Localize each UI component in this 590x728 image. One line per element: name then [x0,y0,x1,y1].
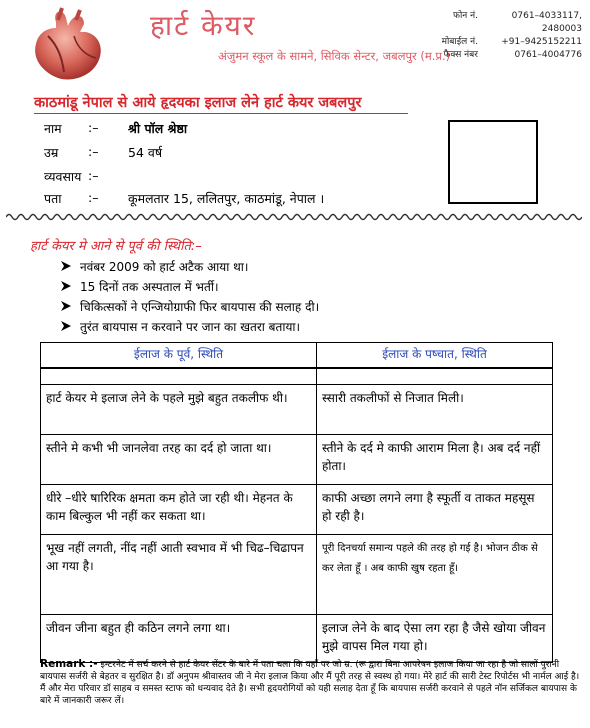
list-item [60,316,319,336]
header-before: ईलाज के पूर्व, स्थिति [41,343,317,369]
condition-title: हार्ट केयर मे आने से पूर्व की स्थिति:– [30,239,202,254]
patient-address-row [44,190,324,207]
remark-label: Remark :- [40,658,98,670]
contact-fax [416,49,582,62]
separator: :– [88,144,99,159]
arrow-right-icon [60,300,72,312]
condition-text: चिकित्सकों ने एन्जियोग्राफी फिर बायपास की सलाह दी। [80,299,320,314]
contact-label: फोन नं. [453,11,478,21]
cell-after: स्सारी तकलीफों से निजात मिली। [317,385,553,435]
condition-text: तुरंत बायपास न करवाने पर जान का खतरा बताया। [80,319,301,334]
contact-mobile [416,36,582,49]
address-label: पता [44,191,62,206]
heart-logo-icon [18,6,118,84]
table-row [41,485,553,535]
patient-name-row [44,120,187,137]
separator: :– [88,168,99,183]
contact-value: 0761–4004776 [514,50,582,60]
comparison-table [40,342,553,663]
table-row [41,435,553,485]
cell-before: भूख नहीं लगती, नींद नहीं आती स्वभाव में भी चिढ–चिढापन आ गया है। [41,535,317,615]
cell-after: पूरी दिनचर्या समान्य पहले की तरह हो गई है। भोजन ठीक से कर लेता हूँ । अब काफी खुष रहता हूँ। [317,535,553,615]
age-label: उम्र [44,145,59,160]
contact-phone [416,10,582,36]
cell-before: हार्ट केयर मे इलाज लेने के पहले मुझे बहुत तकलीफ थी। [41,385,317,435]
separator: :– [88,190,99,205]
contact-value: 0761–4033117, 2480003 [511,11,582,34]
cell-after: काफी अच्छा लगने लगा है स्फूर्ती व ताकत महसूस हो रही है। [317,485,553,535]
heading-underline [34,113,408,114]
table-row [41,535,553,615]
condition-list [60,256,319,336]
patient-address: कूमलतार 15, ललितपुर, काठमांडू, नेपाल । [128,191,325,206]
contact-block [416,10,582,62]
list-item [60,296,319,316]
name-label: नाम [44,121,62,136]
contact-label: फैक्स नंबर [443,50,478,60]
cell-before: स्तीने मे कभी भी जानलेवा तरह का दर्द हो जाता था। [41,435,317,485]
brand-title: हार्ट केयर [150,9,257,42]
page-heading: काठमांडू नेपाल से आये हृदयका इलाज लेने हार्ट केयर जबलपुर [34,95,362,111]
remark-block [40,658,580,707]
photo-placeholder [448,120,538,204]
list-item [60,276,319,296]
cell-before: धीरे –धीरे षारिरिक क्षमता कम होते जा रही थी। मेहनत के काम बिल्कुल भी नहीं कर सकता था। [41,485,317,535]
header-after: ईलाज के पष्चात, स्थिति [317,343,553,369]
table-spacer [41,368,553,385]
table-row [41,385,553,435]
remark-text: इन्टरनेट में सर्च करने से हार्ट केयर सेंटर के बारे में पता चला कि यहाँ पर जो म्र. (रू द्वारा बिना आपरेषन इलाज किया जा रहा है जो सालों पुरानी बायपास सर्जरी से बेहतर व सुरक्षित है। डॉ अनुपम श्रीवास्तव जी ने मेरा इलाज किया और मैं पूरी तरह से स्वस्थ हो गया। मेरे हार्ट की सारी टेस्ट रिपोर्टस भी नार्मल आई है। मैं और मेरा परिवार डॉ साहब व समस्त स्टाफ को धन्यवाद देते है। सभी हृदयरोगियों को यही सलाह देता हूँ कि बायपास सर्जरी करवाने से पहले नॉन सर्जिकल बायपास के बारे में जानकारी जरूर लें। [40,660,580,706]
patient-age-row [44,144,162,161]
table-row [41,615,553,663]
cell-after: स्तीने के दर्द मे काफी आराम मिला है। अब दर्द नहीं होता। [317,435,553,485]
patient-name: श्री पॉल श्रेष्ठा [128,121,188,136]
condition-text: नवंबर 2009 को हार्ट अटैक आया था। [80,259,249,274]
arrow-right-icon [60,320,72,332]
occupation-label: व्यवसाय [44,169,82,184]
brand-subtitle: अंजुमन स्कूल के सामने, सिविक सेन्टर, जबलपुर (म.प्र.) [218,49,451,63]
separator: :– [88,120,99,135]
condition-text: 15 दिनों तक अस्पताल में भर्ती। [80,279,219,294]
decorative-divider [6,212,582,222]
contact-value: +91–9425152211 [501,37,582,47]
patient-occupation-row [44,168,128,185]
list-item [60,256,319,276]
arrow-right-icon [60,260,72,272]
contact-label: मोबाईल नं. [441,37,478,47]
arrow-right-icon [60,280,72,292]
table-header-row [41,343,553,369]
cell-before: जीवन जीना बहुत ही कठिन लगने लगा था। [41,615,317,663]
patient-age: 54 वर्ष [128,145,163,160]
cell-after: इलाज लेने के बाद ऐसा लग रहा है जैसे खोया जीवन मुझे वापस मिल गया हो। [317,615,553,663]
